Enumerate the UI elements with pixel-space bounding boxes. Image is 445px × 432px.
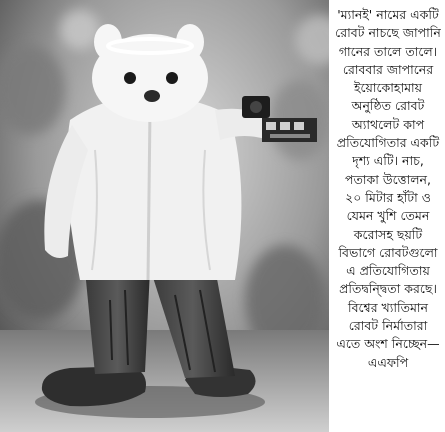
caption-text: 'ম্যানই' নামের একটি রোবট নাচছে জাপানি গানের তালে তালে। রোববার জাপানের ইয়োকোহামায় অনুষ্ঠিত রোবট অ্যাথলেট কাপ প্রতিযোগিতার একটি দৃশ্য এটি। নাচ, পতাকা উত্তোলন, ২০ মিটার হাঁটা ও যেমন খুশি তেমন করোসহ ছয়টি বিভাগে রোবটগুলো এ প্রতিযোগিতায় প্রতিদ্বন্দ্বিতা করছে। বিশ্বের খ্যাতিমান রোবট নির্মাতারা এতে অংশ নিচ্ছেন—এএফপি [335, 7, 441, 370]
photo-caption [335, 6, 441, 430]
